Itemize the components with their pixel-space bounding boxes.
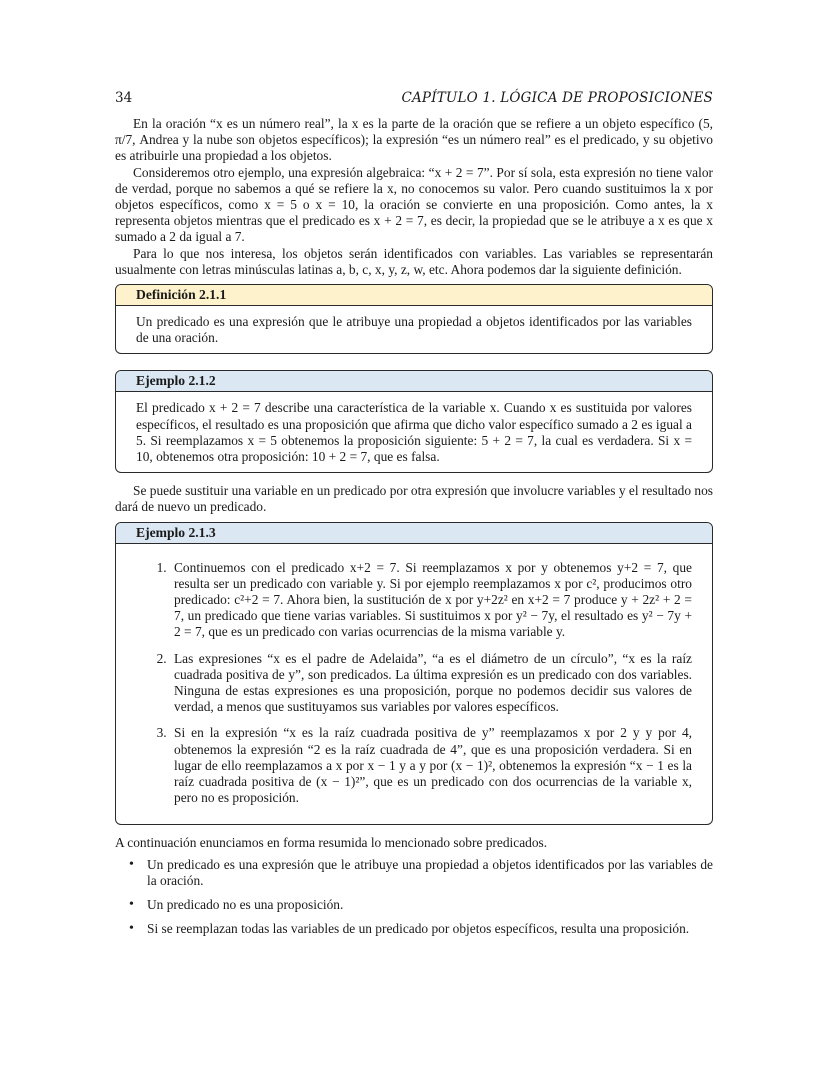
page-body [115,116,713,946]
example-box-2 [115,522,713,825]
summary-bullet-2: • Un predicado no es una proposición. [147,897,713,913]
example-2-title: Ejemplo 2.1.3 [116,523,712,544]
paragraph-variables: Para lo que nos interesa, los objetos serán identificados con variables. Las variables se representarán usualmente con letras minúsculas latinas a, b, c, x, y, z, w, etc. Ahora podemos dar la siguiente definición. [115,245,713,277]
page-number: 34 [115,90,133,106]
example-box-1 [115,370,713,473]
paragraph-substitution: Se puede sustituir una variable en un predicado por otra expresión que involucre variables y el resultado nos dará de nuevo un predicado. [115,483,713,515]
definition-box [115,284,713,354]
example-1-title: Ejemplo 2.1.2 [116,371,712,392]
example-2-item-3: 3. Si en la expresión “x es la raíz cuadrada positiva de y” reemplazamos x por 2 y y por 4, obtenemos la expresión “2 es la raíz cuadrada de 4”, que es una proposición verdadera. Si en lugar de ello reemplazamos a x por x − 1 y a y por (x − 1)², obtenemos la expresión “x − 1 es la raíz cuadrada positiva de (x − 1)²”, que es un predicado con dos ocurrencias de la variable x, pero no es proposición. [170,725,692,806]
definition-title: Definición 2.1.1 [116,285,712,306]
example-2-item-2: 2. Las expresiones “x es el padre de Adelaida”, “a es el diámetro de un círculo”, “x es la raíz cuadrada positiva de y”, son predicados. La última expresión es un predicado con dos variables. Ninguna de estas expresiones es una proposición, porque no podemos decidir sus valores de verdad, a menos que sustituyamos sus variables por valores específicos. [170,651,692,716]
paragraph-algebraic-example: Consideremos otro ejemplo, una expresión algebraica: “x + 2 = 7”. Por sí sola, esta expresión no tiene valor de verdad, porque no sabemos a qué se refiere la x, no conocemos su valor. Pero cuando sustituimos la x por objetos específicos, como x = 5 o x = 10, la oración se convierte en una proposición. Como antes, la x representa objetos mientras que el predicado es x + 2 = 7, es decir, la propiedad que se le atribuye a x es que x sumado a 2 da igual a 7. [115,164,713,245]
paragraph-summary-intro: A continuación enunciamos en forma resumida lo mencionado sobre predicados. [115,834,548,850]
chapter-title: CAPÍTULO 1. LÓGICA DE PROPOSICIONES [401,90,713,106]
paragraph-intro: En la oración “x es un número real”, la x es la parte de la oración que se refiere a un objeto específico (5, π/7, Andrea y la nube son objetos específicos); la expresión “es un número real” es el predicado, y su objetivo es atribuirle una propiedad a los objetos. [115,116,713,164]
example-1-body: El predicado x + 2 = 7 describe una característica de la variable x. Cuando x es sustituida por valores específicos, el resultado es una proposición que afirma que dicho valor específico sumado a 2 es igual a 5. Si reemplazamos x = 5 obtenemos la proposición siguiente: 5 + 2 = 7, la cual es verdadera. Si x = 10, obtenemos otra proposición: 10 + 2 = 7, que es falsa. [136,400,692,465]
example-2-list [136,560,692,807]
summary-list [115,857,713,938]
definition-body: Un predicado es una expresión que le atribuye una propiedad a objetos identificados por las variables de una oración. [136,314,692,346]
example-2-item-1: 1. Continuemos con el predicado x+2 = 7. Si reemplazamos x por y obtenemos y+2 = 7, que resulta ser un predicado con variable y. Si por ejemplo reemplazamos x por c², producimos otro predicado: c²+2 = 7. Ahora bien, la sustitución de x por y+2z² en x+2 = 7 produce y + 2z² + 2 = 7, un predicado que tiene varias variables. Si sustituimos x por y² − 7y, el resultado es y² − 7y + 2 = 7, que es un predicado con varias ocurrencias de la misma variable y. [170,560,692,641]
running-header [115,90,713,106]
summary-bullet-1: • Un predicado es una expresión que le atribuye una propiedad a objetos identificados por las variables de la oración. [147,857,713,889]
summary-bullet-3: • Si se reemplazan todas las variables de un predicado por objetos específicos, resulta una proposición. [147,921,713,937]
